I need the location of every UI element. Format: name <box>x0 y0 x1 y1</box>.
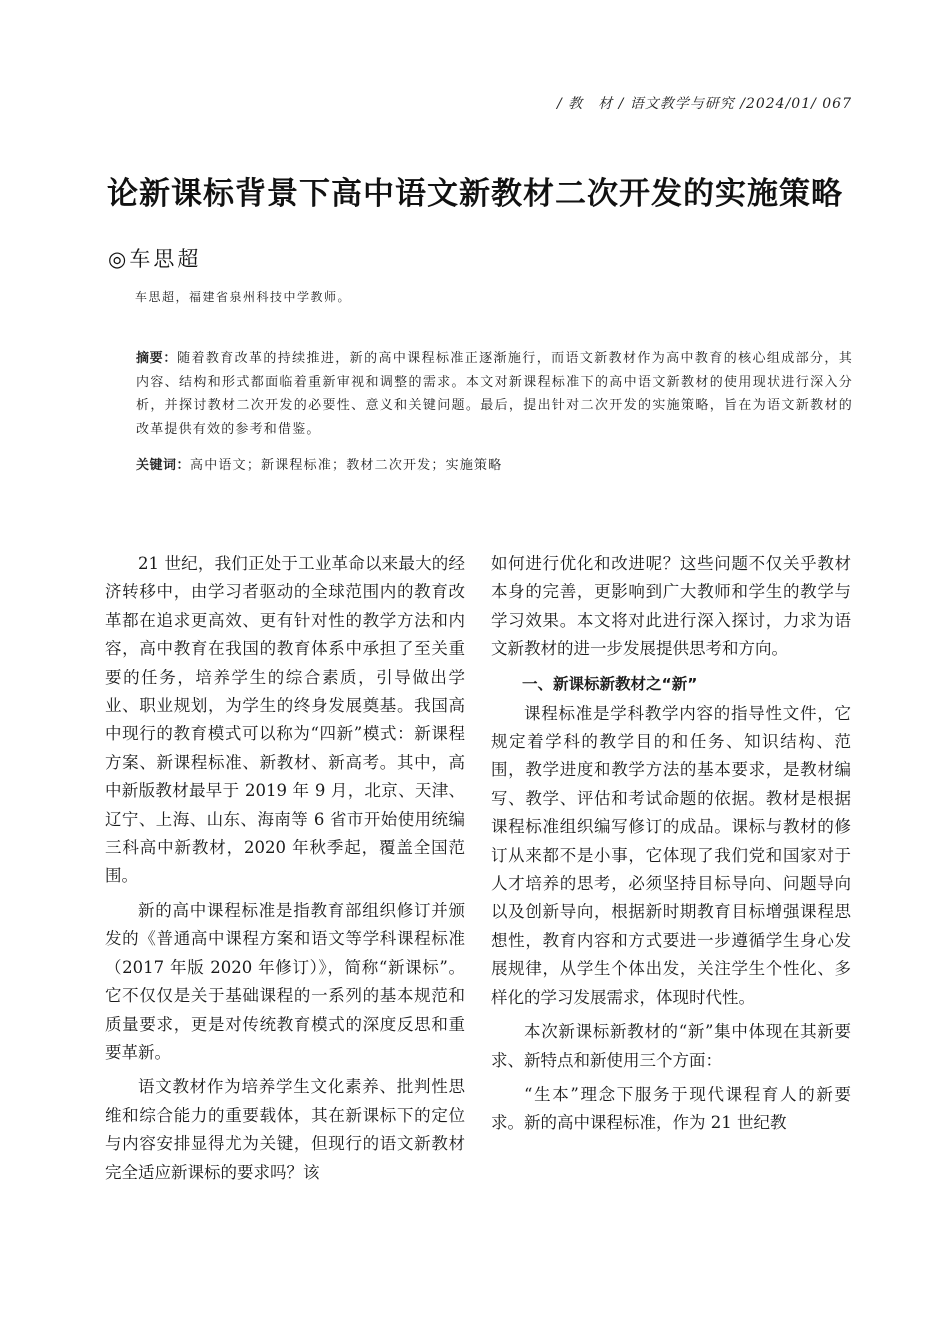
body-paragraph: 本次新课标新教材的“新”集中体现在其新要求、新特点和新使用三个方面： <box>491 1022 851 1070</box>
body-paragraph: 新的高中课程标准是指教育部组织修订并颁发的《普通高中课程方案和语文等学科课程标准（2017 年版 2020 年修订）》，简称“新课标”。它不仅仅是关于基础课程的一系列的基本规范和质量要求，更是对传统教育模式的深度反思和重要革新。 <box>105 900 465 1062</box>
body-column-left <box>105 550 465 1193</box>
keywords <box>136 454 502 477</box>
author-affiliation: 车思超，福建省泉州科技中学教师。 <box>135 290 352 304</box>
keywords-label: 关键词： <box>136 458 191 473</box>
article-title: 论新课标背景下高中语文新教材二次开发的实施策略 <box>107 176 843 212</box>
section-heading: 一、新课标新教材之“新” <box>522 674 698 693</box>
body-column-right <box>491 550 851 1144</box>
body-paragraph: 21 世纪，我们正处于工业革命以来最大的经济转移中，由学习者驱动的全球范围内的教育改革都在追求更高效、更有针对性的教学方法和内容，高中教育在我国的教育体系中承担了至关重要的任务，培养学生的综合素质，引导做出学业、职业规划，为学生的终身发展奠基。我国高中现行的教育模式可以称为“四新”模式：新课程方案、新课程标准、新教材、新高考。其中，高中新版教材最早于 2019 年 9 月，北京、天津、辽宁、上海、山东、海南等 6 省市开始使用统编三科高中新教材，2020 年秋季起，覆盖全国范围。 <box>105 554 465 886</box>
author-name: ◎车思超 <box>108 247 202 271</box>
body-paragraph: 课程标准是学科教学内容的指导性文件，它规定着学科的教学目的和任务、知识结构、范围，教学进度和教学方法的基本要求，是教材编写、教学、评估和考试命题的依据。教材是根据课程标准组织编写修订的成品。课标与教材的修订从来都不是小事，它体现了我们党和国家对于人才培养的思考，必须坚持目标导向、问题导向以及创新导向，根据新时期教育目标增强课程思想性，教育内容和方式要进一步遵循学生身心发展规律，从学生个体出发，关注学生个性化、多样化的学习发展需求，体现时代性。 <box>491 703 851 1007</box>
abstract-text: 随着教育改革的持续推进，新的高中课程标准正逐渐施行，而语文新教材作为高中教育的核心组成部分，其内容、结构和形式都面临着重新审视和调整的需求。本文对新课程标准下的高中语文新教材的使用现状进行深入分析，并探讨教材二次开发的必要性、意义和关键问题。最后，提出针对二次开发的实施策略，旨在为语文新教材的改革提供有效的参考和借鉴。 <box>136 351 853 437</box>
body-paragraph: “生本”理念下服务于现代课程育人的新要求。新的高中课程标准，作为 21 世纪教 <box>491 1084 851 1133</box>
abstract <box>108 347 853 441</box>
abstract-label: 摘要： <box>136 351 178 366</box>
keywords-text: 高中语文；新课程标准；教材二次开发；实施策略 <box>190 458 503 473</box>
body-paragraph-continued: 如何进行优化和改进呢？这些问题不仅关乎教材本身的完善，更影响到广大教师和学生的教学与学习效果。本文将对此进行深入探讨，力求为语文新教材的进一步发展提供思考和方向。 <box>491 554 851 659</box>
running-header: / 教 材 / 语文教学与研究 /2024/01/ 067 <box>557 96 852 112</box>
body-paragraph: 语文教材作为培养学生文化素养、批判性思维和综合能力的重要载体，其在新课标下的定位与内容安排显得尤为关键，但现行的语文新教材完全适应新课标的要求吗？该 <box>105 1077 465 1182</box>
